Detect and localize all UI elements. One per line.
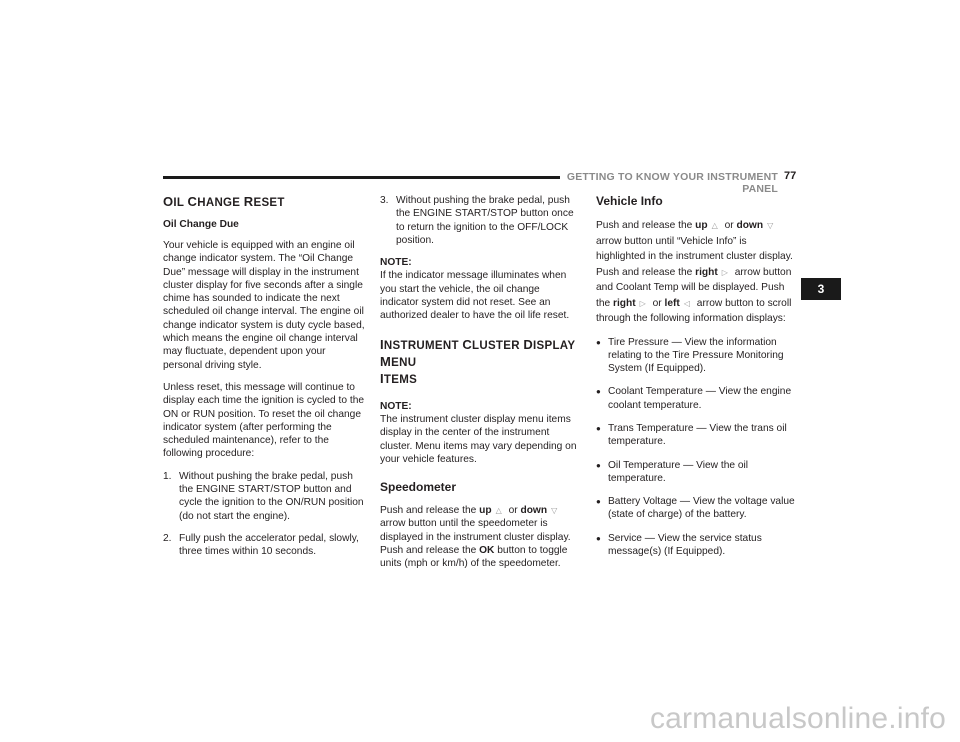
right-arrow-icon: ▷ bbox=[721, 267, 728, 277]
column-2 bbox=[380, 194, 580, 580]
speedometer-heading: Speedometer bbox=[380, 480, 457, 495]
oil-change-paragraph-2: Unless reset, this message will continue to display each time the ignition is cycled to the ON or RUN position. To reset the oil change indicator system (after performing the scheduled maintenance), refer to the following procedure: bbox=[163, 381, 365, 460]
right-arrow-icon: ▷ bbox=[639, 298, 646, 308]
down-arrow-icon: ▽ bbox=[767, 221, 774, 230]
list-item: ● Tire Pressure — View the information relating to the Tire Pressure Monitoring System (If Equipped). bbox=[596, 336, 784, 375]
vehicle-info-list bbox=[596, 336, 796, 559]
vehicle-info-heading: Vehicle Info bbox=[596, 194, 663, 208]
watermark: carmanualsonline.info bbox=[649, 702, 946, 735]
bullet-icon: ● bbox=[596, 387, 601, 397]
note-text-2: The instrument cluster display menu items display in the center of the instrument cluster. Menu items may vary depending on your vehicle features. bbox=[380, 413, 577, 465]
list-item: ● Trans Temperature — View the trans oil temperature. bbox=[596, 422, 787, 448]
down-arrow-icon: ▽ bbox=[551, 506, 558, 516]
up-arrow-icon: △ bbox=[711, 221, 718, 230]
running-header: GETTING TO KNOW YOUR INSTRUMENT PANEL bbox=[560, 171, 778, 195]
bullet-icon: ● bbox=[596, 423, 601, 433]
note-text-1: If the indicator message illuminates when you start the vehicle, the oil change indicator system did not reset. See an authorized dealer to have the oil life reset. bbox=[380, 270, 570, 322]
up-arrow-icon: △ bbox=[495, 506, 502, 516]
column-1 bbox=[163, 194, 365, 568]
bullet-icon: ● bbox=[596, 460, 601, 470]
list-item: ● Battery Voltage — View the voltage value (state of charge) of the battery. bbox=[596, 496, 795, 521]
list-item: ● Oil Temperature — View the oil temperature. bbox=[596, 459, 749, 484]
bullet-icon: ● bbox=[596, 337, 601, 347]
column-3 bbox=[596, 194, 796, 568]
list-item: ● Coolant Temperature — View the engine coolant temperature. bbox=[596, 386, 792, 411]
chapter-tab: 3 bbox=[801, 278, 841, 300]
oil-change-paragraph-1: Your vehicle is equipped with an engine oil change indicator system. The “Oil Change Due” message will display in the instrument cluster display for five seconds after a single chime has sounded to indicate the next scheduled oil change interval. The engine oil change indicator system is duty cycle based, which means the engine oil change interval may fluctuate, dependent upon your personal driving style. bbox=[163, 240, 365, 371]
bullet-icon: ● bbox=[596, 497, 601, 507]
step-2: 2. Fully push the accelerator pedal, slowly, three times within 10 seconds. bbox=[163, 532, 359, 558]
note-label-1: NOTE: bbox=[380, 257, 412, 269]
menu-items-heading: INSTRUMENT CLUSTER DISPLAY MENU ITEMS bbox=[380, 336, 576, 386]
vehicle-info-paragraph: Push and release the up △ or down ▽ arrow button until “Vehicle Info” is highlighted in the instrument cluster display. Push and release the right ▷ arrow button and Coolant Temp will be displayed. Push the right ▷ or left ◁ arrow button to scroll through the following information displays: bbox=[596, 220, 793, 324]
step-1: 1. Without pushing the brake pedal, push the ENGINE START/STOP button and cycle the ignition to the ON/RUN position (do not start the engine). bbox=[163, 470, 364, 522]
left-arrow-icon: ◁ bbox=[683, 298, 690, 308]
oil-change-reset-heading: OIL CHANGE RESET bbox=[163, 194, 285, 209]
step-3: 3. Without pushing the brake pedal, push the ENGINE START/STOP button once to return the ignition to the OFF/LOCK position. bbox=[380, 195, 574, 246]
speedometer-paragraph: Push and release the up △ or down ▽ arrow button until the speedometer is displayed in the instrument cluster display. Push and release the OK button to toggle units (mph or km/h) of the speedometer. bbox=[380, 505, 571, 570]
list-item: ● Service — View the service status message(s) (If Equipped). bbox=[596, 532, 762, 558]
bullet-icon: ● bbox=[596, 533, 601, 543]
oil-change-due-lead: Oil Change Due bbox=[163, 219, 239, 230]
page-number: 77 bbox=[784, 170, 797, 182]
note-label-2: NOTE: bbox=[380, 400, 412, 412]
